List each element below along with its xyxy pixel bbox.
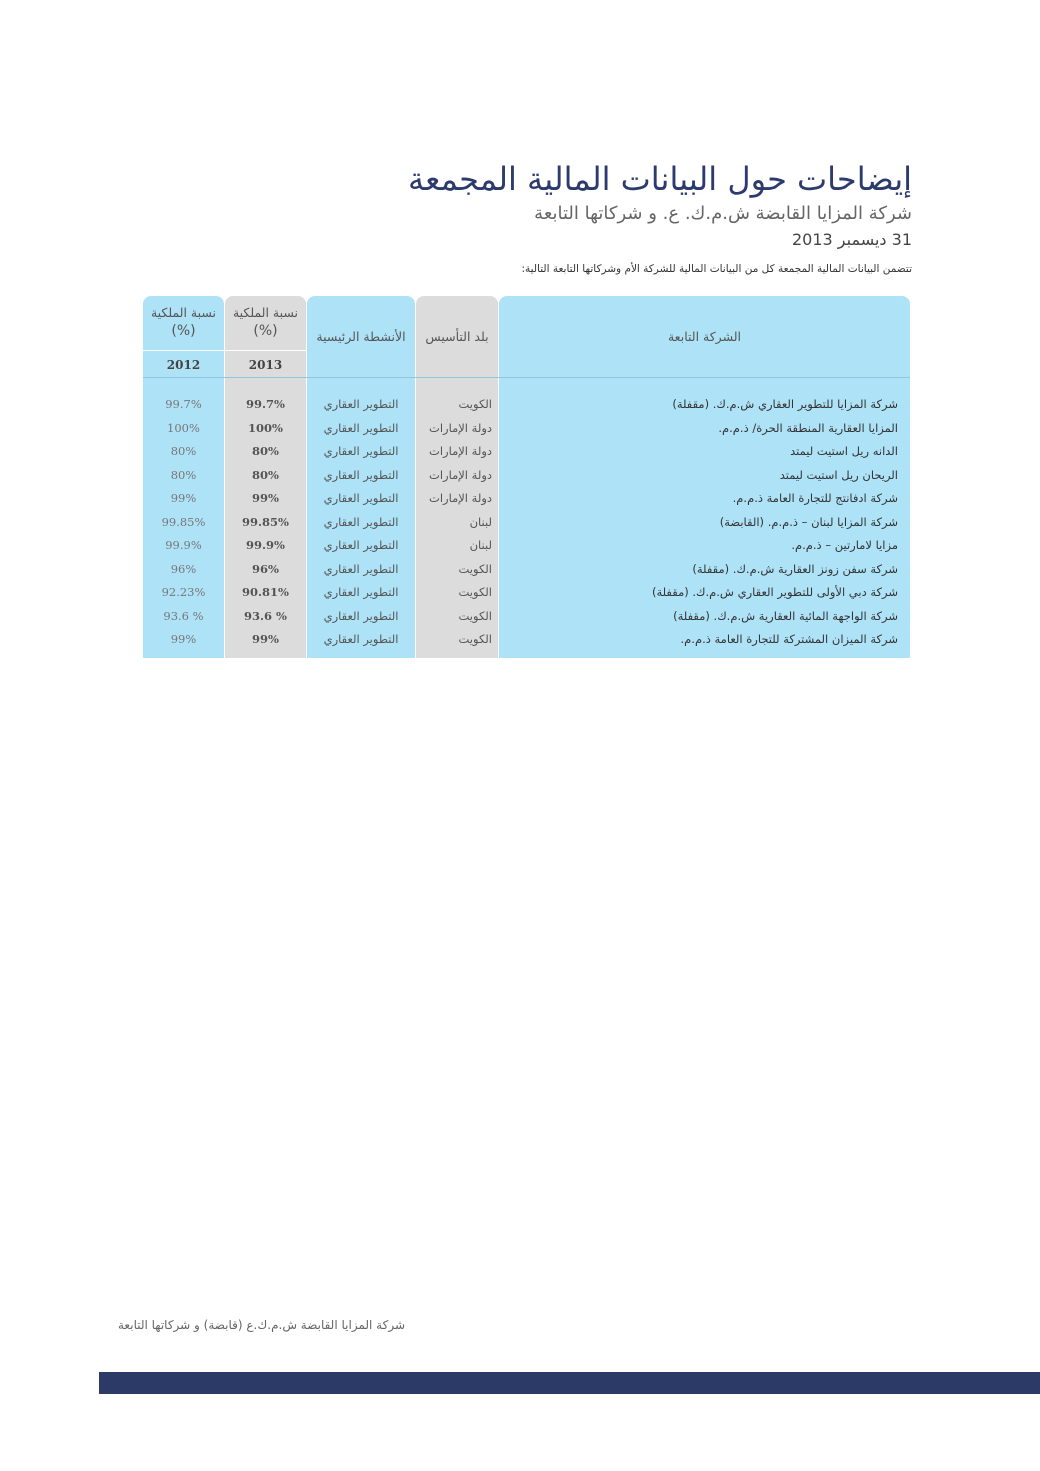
cell-company: الدانه ريل استيت ليمتد xyxy=(790,444,898,458)
cell-country: الكويت xyxy=(458,632,492,646)
cell-ownership-2012: 100% xyxy=(167,420,200,435)
cell-ownership-2012: 92.23% xyxy=(161,585,206,599)
cell-ownership-2012: 99.9% xyxy=(165,538,202,552)
cell-country: لبنان xyxy=(469,514,492,529)
cell-activity: التطوير العقاري xyxy=(323,561,399,576)
table-row xyxy=(143,487,910,511)
table-row xyxy=(143,605,910,629)
cell-country: الكويت xyxy=(458,561,492,576)
header-company: الشركة التابعة xyxy=(667,329,742,344)
table-row xyxy=(143,558,910,582)
cell-ownership-2012: 80% xyxy=(170,444,197,458)
table-row xyxy=(143,393,910,417)
header-ownership-2013 xyxy=(225,304,306,340)
cell-company: المزايا العقارية المنطقة الحرة/ ذ.م.م. xyxy=(718,420,898,435)
header-percent-unit: (%) xyxy=(253,323,278,339)
cell-company: شركة الميزان المشتركة للتجارة العامة ذ.م.م. xyxy=(680,632,898,646)
cell-company: شركة دبي الأولى للتطوير العقاري ش.م.ك. (مقفلة) xyxy=(651,585,898,599)
year-divider xyxy=(143,350,306,351)
cell-company: شركة ادفانتج للتجارة العامة ذ.م.م. xyxy=(732,491,898,505)
cell-company: الريحان ريل استيت ليمتد xyxy=(779,467,898,482)
header-percent-unit: (%) xyxy=(171,323,196,339)
table-row xyxy=(143,440,910,464)
cell-country: لبنان xyxy=(469,538,492,552)
cell-activity: التطوير العقاري xyxy=(323,420,399,435)
cell-ownership-2012: 99.7% xyxy=(165,397,202,411)
table-row xyxy=(143,628,910,652)
cell-activity: التطوير العقاري xyxy=(323,444,399,458)
cell-ownership-2012: 99% xyxy=(170,491,197,505)
table-row xyxy=(143,417,910,441)
cell-ownership-2012: 99.85% xyxy=(161,514,206,529)
cell-ownership-2013: 99.9% xyxy=(246,538,285,552)
cell-ownership-2013: 100% xyxy=(248,420,283,435)
cell-ownership-2012: 93.6 % xyxy=(163,608,204,623)
header-ownership-label: نسبة الملكية xyxy=(150,305,217,320)
cell-ownership-2013: 96% xyxy=(252,561,279,576)
cell-company: مزايا لامارتين – ذ.م.م. xyxy=(791,538,898,552)
header-ownership-label: نسبة الملكية xyxy=(232,305,299,320)
cell-activity: التطوير العقاري xyxy=(323,491,399,505)
header-year-2013: 2013 xyxy=(248,358,283,372)
header-year-2012: 2012 xyxy=(166,358,201,372)
cell-activity: التطوير العقاري xyxy=(323,397,399,411)
cell-activity: التطوير العقاري xyxy=(323,632,399,646)
header-activity: الأنشطة الرئيسية xyxy=(316,329,406,344)
cell-ownership-2013: 99% xyxy=(252,491,279,505)
cell-activity: التطوير العقاري xyxy=(323,538,399,552)
cell-country: الكويت xyxy=(458,397,492,411)
cell-country: الكويت xyxy=(458,585,492,599)
company-subtitle: شركة المزايا القابضة ش.م.ك. ع. و شركاتها التابعة xyxy=(534,203,912,224)
table-body xyxy=(143,393,910,652)
header-divider xyxy=(143,377,910,378)
header-country: بلد التأسيس xyxy=(425,329,489,344)
table-row xyxy=(143,534,910,558)
cell-country: دولة الإمارات xyxy=(429,467,492,482)
cell-activity: التطوير العقاري xyxy=(323,514,399,529)
cell-company: شركة المزايا للتطوير العقاري ش.م.ك. (مقفلة) xyxy=(672,397,898,411)
cell-activity: التطوير العقاري xyxy=(323,608,399,623)
cell-ownership-2013: 99.85% xyxy=(242,514,289,529)
table-row xyxy=(143,581,910,605)
report-date: 31 ديسمبر 2013 xyxy=(791,230,912,249)
cell-ownership-2013: 99.7% xyxy=(246,397,285,411)
cell-ownership-2012: 99% xyxy=(170,632,197,646)
footer-company-name: شركة المزايا القابضة ش.م.ك.ع (قابضة) و شركاتها التابعة xyxy=(118,1318,406,1332)
cell-ownership-2013: 80% xyxy=(252,467,279,482)
cell-company: شركة سفن زونز العقارية ش.م.ك. (مقفلة) xyxy=(692,561,898,576)
cell-country: دولة الإمارات xyxy=(429,420,492,435)
cell-country: دولة الإمارات xyxy=(429,491,492,505)
cell-company: شركة الواجهة المائية العقارية ش.م.ك. (مقفلة) xyxy=(673,608,898,623)
cell-ownership-2013: 90.81% xyxy=(242,585,289,599)
cell-ownership-2013: 99% xyxy=(252,632,279,646)
cell-activity: التطوير العقاري xyxy=(323,585,399,599)
cell-country: دولة الإمارات xyxy=(429,444,492,458)
cell-activity: التطوير العقاري xyxy=(323,467,399,482)
page-title: إيضاحات حول البيانات المالية المجمعة xyxy=(407,160,912,198)
footer-bar xyxy=(99,1372,1040,1394)
cell-ownership-2012: 96% xyxy=(170,561,197,576)
cell-company: شركة المزايا لبنان – ذ.م.م. (القابضة) xyxy=(719,514,898,529)
cell-country: الكويت xyxy=(458,608,492,623)
subsidiaries-table xyxy=(143,296,910,658)
cell-ownership-2012: 80% xyxy=(170,467,197,482)
header-ownership-2012 xyxy=(143,304,224,340)
table-row xyxy=(143,511,910,535)
cell-ownership-2013: 93.6 % xyxy=(244,608,287,623)
cell-ownership-2013: 80% xyxy=(252,444,279,458)
table-row xyxy=(143,464,910,488)
intro-paragraph: تتضمن البيانات المالية المجمعة كل من البيانات المالية للشركة الأم وشركاتها التابعة التالية: xyxy=(521,263,912,275)
